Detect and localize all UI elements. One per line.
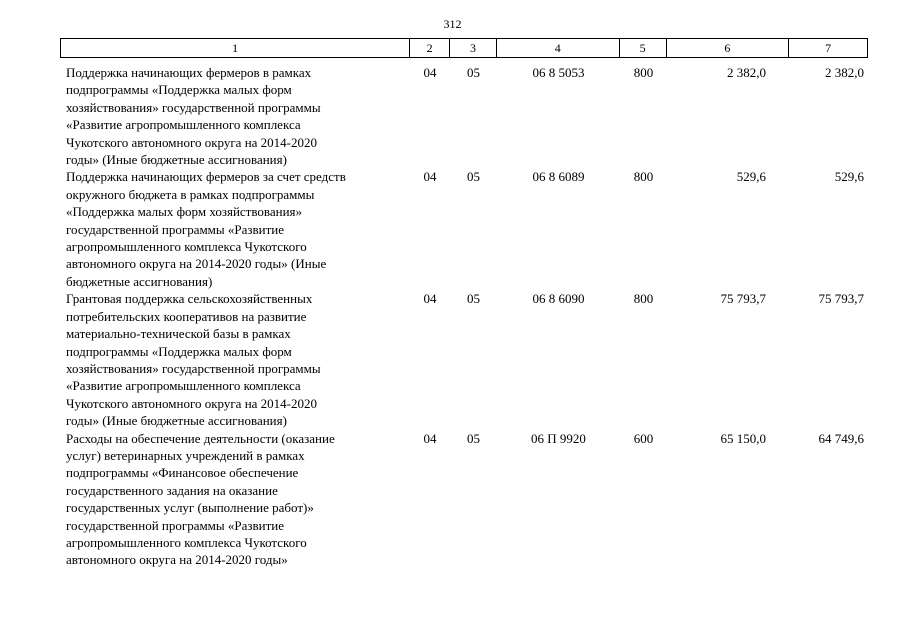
row-col-3: 05 xyxy=(467,169,480,185)
row-col-6: 2 382,0 xyxy=(727,65,766,80)
row-col-7: 529,6 xyxy=(834,169,864,185)
row-col-5: 800 xyxy=(633,291,654,307)
description-line: агропромышленного комплекса Чукотского xyxy=(66,534,307,550)
description-line: потребительских кооперативов на развитие xyxy=(66,308,307,324)
table-row xyxy=(60,430,868,569)
row-col-6: 75 793,7 xyxy=(720,291,766,307)
row-col-2: 04 xyxy=(423,291,437,307)
row-col-4: 06 П 9920 xyxy=(531,430,586,446)
description-line: подпрограммы «Поддержка малых форм xyxy=(66,343,292,359)
row-description xyxy=(60,64,410,168)
description-line: «Поддержка малых форм хозяйствования» xyxy=(66,204,303,220)
table-body xyxy=(60,64,868,569)
description-line: годы» (Иные бюджетные ассигнования) xyxy=(66,152,287,168)
row-col-4: 06 8 5053 xyxy=(532,65,585,80)
row-col-6: 529,6 xyxy=(736,169,766,185)
description-line: материально-технической базы в рамках xyxy=(66,326,291,342)
description-line: автономного округа на 2014-2020 годы» (Иные xyxy=(66,256,327,272)
description-line: государственной программы «Развитие xyxy=(66,517,285,533)
description-line: «Развитие агропромышленного комплекса xyxy=(66,117,301,133)
description-line: подпрограммы «Финансовое обеспечение xyxy=(66,465,299,481)
table-header xyxy=(60,38,868,58)
header-col-4: 4 xyxy=(497,39,620,57)
row-col-4: 06 8 6089 xyxy=(532,169,585,185)
description-line: государственного задания на оказание xyxy=(66,482,278,498)
row-col-6: 65 150,0 xyxy=(720,430,766,446)
row-col-5: 800 xyxy=(633,169,654,185)
row-col-3: 05 xyxy=(467,65,480,80)
description-line: автономного округа на 2014-2020 годы» xyxy=(66,552,288,568)
row-col-5: 600 xyxy=(633,430,654,446)
description-line: государственной программы «Развитие xyxy=(66,221,285,237)
row-col-3: 05 xyxy=(467,291,480,307)
description-line: годы» (Иные бюджетные ассигнования) xyxy=(66,413,287,429)
row-col-2: 04 xyxy=(423,169,437,185)
description-line: агропромышленного комплекса Чукотского xyxy=(66,239,307,255)
row-description xyxy=(60,290,410,429)
row-col-3: 05 xyxy=(467,430,480,446)
description-line: услуг) ветеринарных учреждений в рамках xyxy=(66,447,305,463)
description-line: хозяйствования» государственной программы xyxy=(66,360,321,376)
row-col-5: 800 xyxy=(633,65,654,80)
header-col-7: 7 xyxy=(825,41,832,55)
description-line: Чукотского автономного округа на 2014-2020 xyxy=(66,395,318,411)
page-number: 312 xyxy=(443,17,462,31)
description-line: Поддержка начинающих фермеров в рамках xyxy=(66,65,312,80)
row-col-7: 75 793,7 xyxy=(818,291,864,307)
description-line: Чукотского автономного округа на 2014-2020 xyxy=(66,134,318,150)
description-line: Расходы на обеспечение деятельности (оказание xyxy=(66,430,335,446)
description-line: Грантовая поддержка сельскохозяйственных xyxy=(66,291,313,307)
header-col-3: 3 xyxy=(450,39,497,57)
header-col-5: 5 xyxy=(620,39,667,57)
description-line: хозяйствования» государственной программы xyxy=(66,99,321,115)
row-col-2: 04 xyxy=(423,430,437,446)
row-col-7: 2 382,0 xyxy=(825,65,864,80)
description-line: бюджетные ассигнования) xyxy=(66,273,213,289)
table-row xyxy=(60,64,868,168)
row-description xyxy=(60,168,410,290)
description-line: подпрограммы «Поддержка малых форм xyxy=(66,82,292,98)
header-col-6: 6 xyxy=(667,39,790,57)
table-row xyxy=(60,290,868,429)
table-row xyxy=(60,168,868,290)
header-col-1: 1 xyxy=(61,39,410,57)
row-col-7: 64 749,6 xyxy=(818,430,864,446)
description-line: Поддержка начинающих фермеров за счет средств xyxy=(66,169,346,185)
row-description xyxy=(60,430,410,569)
description-line: государственных услуг (выполнение работ)» xyxy=(66,500,314,516)
description-line: «Развитие агропромышленного комплекса xyxy=(66,378,301,394)
description-line: окружного бюджета в рамках подпрограммы xyxy=(66,186,315,202)
row-col-4: 06 8 6090 xyxy=(532,291,585,307)
row-col-2: 04 xyxy=(423,65,437,80)
header-col-2: 2 xyxy=(410,39,450,57)
